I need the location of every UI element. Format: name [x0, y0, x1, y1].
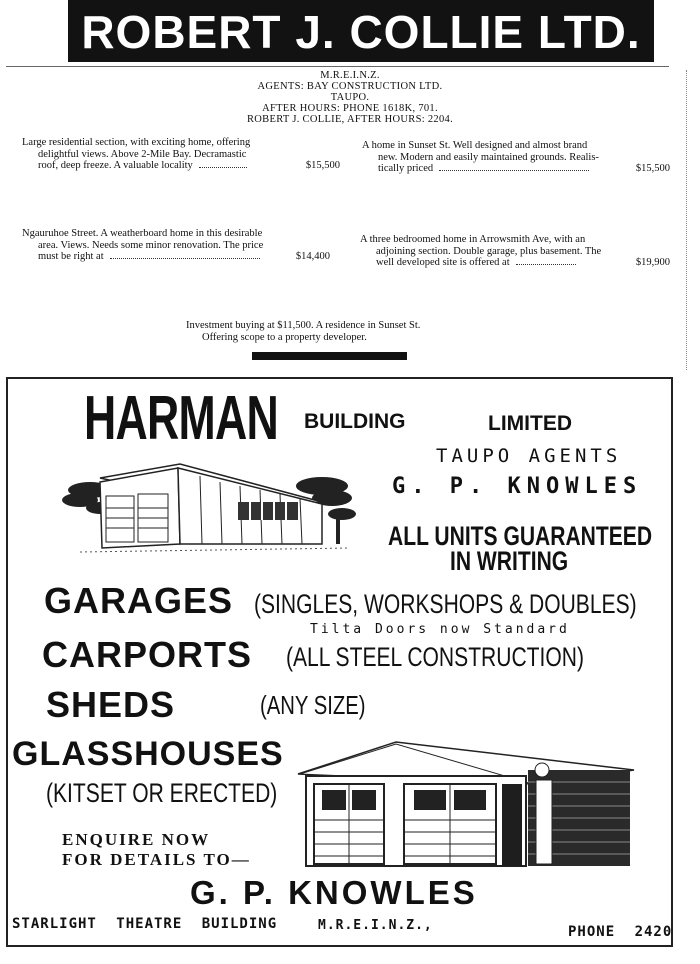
guarantee-line-2: IN WRITING — [450, 546, 569, 576]
listing-text: area. Views. Needs some minor renovation. The price — [38, 239, 264, 251]
garage-illustration-icon — [60, 456, 360, 564]
investment-listing — [186, 320, 516, 343]
listing-price: $15,500 — [305, 160, 340, 171]
investment-text: Offering scope to a property developer. — [202, 331, 367, 343]
listing-text: Ngauruhoe Street. A weatherboard home in this desirable — [22, 228, 263, 239]
edge-dots — [686, 70, 687, 370]
section-rule — [252, 352, 407, 360]
listing-text: must be right at — [38, 251, 104, 262]
listing-text: A home in Sunset St. Well designed and almost brand — [362, 140, 588, 151]
agent-name: G. P. KNOWLES — [392, 474, 643, 499]
tilta-doors-note: Tilta Doors now Standard — [310, 622, 570, 637]
limited-word: LIMITED — [488, 412, 572, 435]
company-banner: ROBERT J. COLLIE LTD. — [68, 0, 654, 62]
enquire-line-2: FOR DETAILS TO— — [62, 850, 251, 869]
listing-text: adjoining section. Double garage, plus basement. The — [376, 245, 602, 257]
investment-text: Investment buying at $11,500. A residence in Sunset St. — [186, 320, 421, 331]
guarantee-line-1: ALL UNITS GUARANTEED — [388, 521, 653, 551]
listing-text: roof, deep freeze. A valuable locality — [38, 160, 193, 171]
carports-note: (ALL STEEL CONSTRUCTION) — [286, 642, 585, 672]
listing-text: well developed site is offered at — [376, 257, 510, 268]
collie-after-hours-line: ROBERT J. COLLIE, AFTER HOURS: 2204. — [247, 114, 453, 125]
harman-brand: HARMAN — [84, 384, 279, 453]
agents-line: AGENTS: BAY CONSTRUCTION LTD. — [257, 81, 443, 92]
listing-2 — [362, 140, 670, 175]
listing-text: new. Modern and easily maintained grounds. Realis- — [378, 151, 599, 163]
listing-price: $19,900 — [635, 257, 670, 268]
listing-price: $14,400 — [295, 251, 330, 262]
footer-mreinz: M.R.E.I.N.Z., — [318, 918, 433, 933]
listing-text: tically priced — [378, 163, 434, 174]
garages-heading: GARAGES — [44, 580, 234, 621]
garages-note: (SINGLES, WORKSHOPS & DOUBLES) — [254, 589, 637, 619]
listing-1 — [22, 137, 340, 172]
building-word: BUILDING — [304, 410, 406, 433]
listing-text: Large residential section, with exciting home, offering — [22, 137, 251, 148]
double-garage-illustration-icon — [296, 740, 640, 870]
taupo-line: TAUPO. — [330, 92, 370, 103]
listing-text: delightful views. Above 2-Mile Bay. Decramastic — [38, 148, 247, 160]
enquire-line-1: ENQUIRE NOW — [62, 830, 211, 849]
footer-phone: PHONE 2420 — [568, 924, 673, 940]
glasshouses-heading: GLASSHOUSES — [12, 735, 284, 773]
knowles-large: G. P. KNOWLES — [190, 874, 478, 911]
listing-4 — [360, 234, 670, 269]
header-divider — [6, 66, 669, 67]
footer-address: STARLIGHT THEATRE BUILDING — [12, 916, 278, 932]
mreinz-line: M.R.E.I.N.Z. — [320, 70, 380, 81]
taupo-agents: TAUPO AGENTS — [436, 445, 622, 467]
sheds-heading: SHEDS — [46, 684, 176, 725]
carports-heading: CARPORTS — [42, 634, 253, 675]
listing-text: A three bedroomed home in Arrowsmith Ave, with an — [360, 234, 586, 245]
sheds-note: (ANY SIZE) — [260, 690, 366, 720]
listing-price: $15,500 — [635, 163, 670, 174]
after-hours-line: AFTER HOURS: PHONE 1618K, 701. — [262, 103, 438, 114]
listing-3 — [22, 228, 330, 263]
glasshouses-note: (KITSET OR ERECTED) — [46, 778, 278, 808]
